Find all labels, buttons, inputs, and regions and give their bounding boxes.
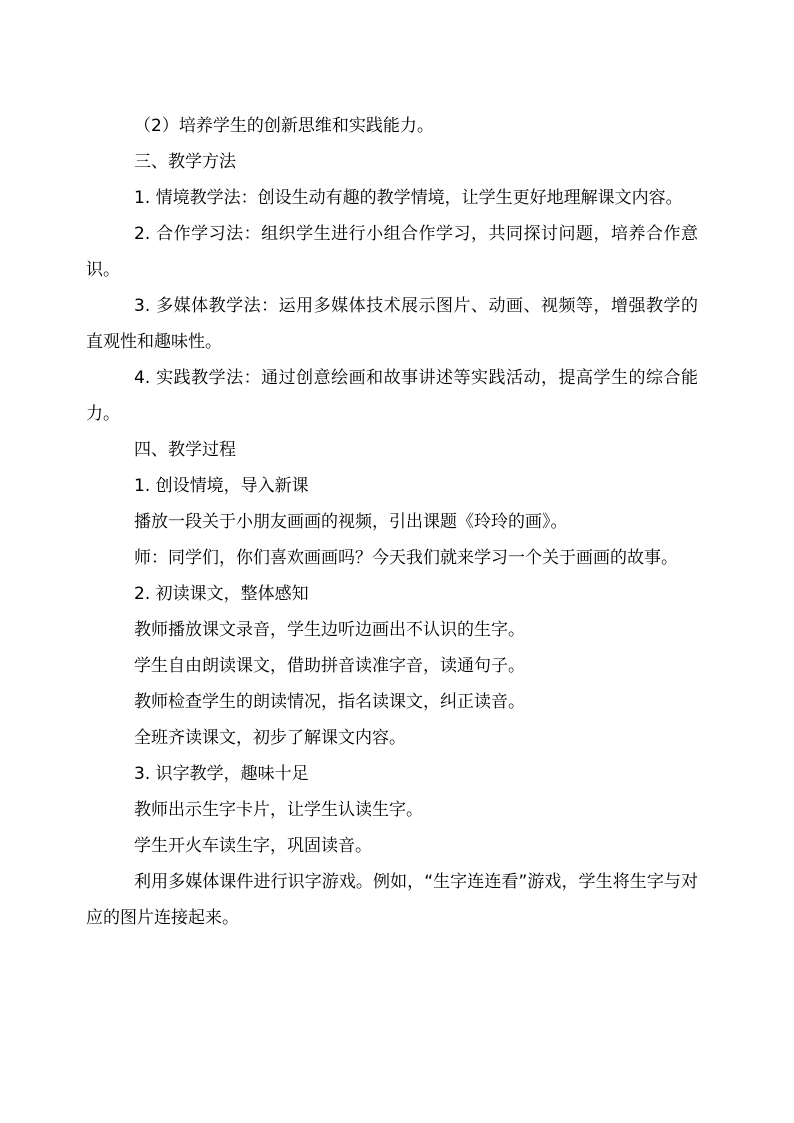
- paragraph-method-4: 4. 实践教学法：通过创意绘画和故事讲述等实践活动，提高学生的综合能力。: [86, 368, 698, 424]
- heading-teaching-methods: 三、教学方法: [134, 152, 236, 172]
- paragraph-step-1-video: 播放一段关于小朋友画画的视频，引出课题《玲玲的画》。: [134, 512, 568, 532]
- paragraph-step-3-b: 学生开火车读生字，巩固读音。: [134, 836, 372, 856]
- paragraph-goal-2: （2）培养学生的创新思维和实践能力。: [134, 116, 434, 136]
- paragraph-step-2-c: 教师检查学生的朗读情况，指名读课文，纠正读音。: [134, 692, 525, 712]
- document-body: [86, 108, 698, 936]
- paragraph-step-1-teacher: 师：同学们，你们喜欢画画吗？今天我们就来学习一个关于画画的故事。: [134, 548, 678, 568]
- paragraph-step-3-c: 利用多媒体课件进行识字游戏。例如，“生字连连看”游戏，学生将生字与对应的图片连接起来。: [86, 872, 698, 928]
- subheading-step-2: 2. 初读课文，整体感知: [134, 584, 309, 604]
- paragraph-step-2-b: 学生自由朗读课文，借助拼音读准字音，读通句子。: [134, 656, 525, 676]
- paragraph-method-2: 2. 合作学习法：组织学生进行小组合作学习，共同探讨问题，培养合作意识。: [86, 224, 698, 280]
- paragraph-method-3: 3. 多媒体教学法：运用多媒体技术展示图片、动画、视频等，增强教学的直观性和趣味性。: [86, 296, 698, 352]
- heading-teaching-process: 四、教学过程: [134, 440, 236, 460]
- paragraph-step-3-a: 教师出示生字卡片，让学生认读生字。: [134, 800, 423, 820]
- subheading-step-1: 1. 创设情境，导入新课: [134, 476, 309, 496]
- paragraph-step-2-d: 全班齐读课文，初步了解课文内容。: [134, 728, 406, 748]
- paragraph-method-1: 1. 情境教学法：创设生动有趣的教学情境，让学生更好地理解课文内容。: [134, 188, 683, 208]
- paragraph-step-2-a: 教师播放课文录音，学生边听边画出不认识的生字。: [134, 620, 525, 640]
- subheading-step-3: 3. 识字教学，趣味十足: [134, 764, 309, 784]
